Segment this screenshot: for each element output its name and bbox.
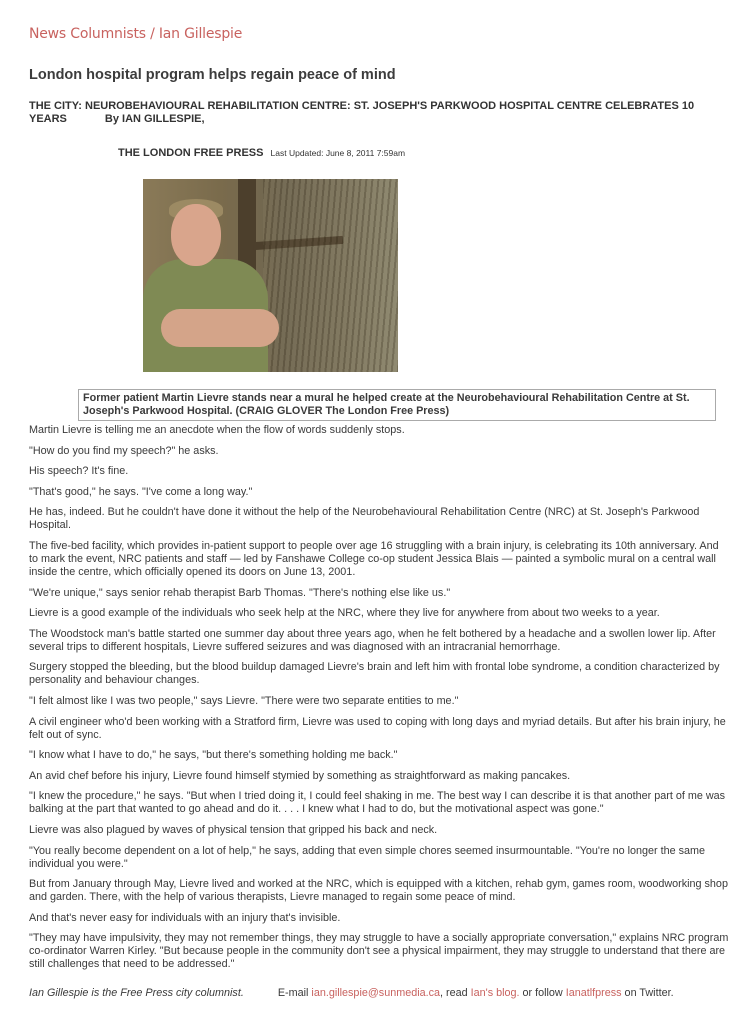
mural-willow-leaves <box>263 179 398 372</box>
paragraph: He has, indeed. But he couldn't have done it without the help of the Neurobehavioural Rehabilitation Centre (NRC) at St. Joseph's Parkwood Hospital. <box>29 506 700 532</box>
paragraph: "I know what I have to do," he says, "but there's something holding me back." <box>29 749 398 762</box>
paragraph: Lievre was also plagued by waves of physical tension that gripped his back and neck. <box>29 823 438 836</box>
paragraph: "They may have impulsivity, they may not remember things, they may struggle to have a socially appropriate conversation," explains NRC program co-ordinator Warren Kirley. "But because people in the community don't see a physical impairment, they may struggle to understand that there are still challenges that need to be addressed." <box>29 932 729 971</box>
email-prefix: E-mail <box>277 987 312 999</box>
follow-text: or follow <box>519 987 566 999</box>
article-photo <box>143 179 398 372</box>
paragraph: "We're unique," says senior rehab therapist Barb Thomas. "There's nothing else like us." <box>29 586 451 599</box>
blog-link[interactable]: Ian's blog. <box>470 987 520 999</box>
paragraph: "I knew the procedure," he says. "But when I tried doing it, I could feel shaking in me. The best way I can describe it is that another part of me was balking at the part that wanted to go ahead and do it. . . . I knew what I had to do, but the motivational aspect was gone." <box>29 790 726 816</box>
paragraph: "You really become dependent on a lot of help," he says, adding that even simple chores seemed insurmountable. "You're no longer the same individual you were." <box>29 844 706 870</box>
publication-name: THE LONDON FREE PRESS <box>118 147 264 159</box>
photo-subject-face <box>171 204 221 266</box>
author-footer <box>29 987 674 999</box>
article-deck <box>29 100 729 126</box>
paragraph: "I felt almost like I was two people," says Lievre. "There were two separate entities to me." <box>29 694 459 707</box>
deck-text: THE CITY: NEUROBEHAVIOURAL REHABILITATION CENTRE: ST. JOSEPH'S PARKWOOD HOSPITAL CENTRE CELEBRATES 10 YEARS <box>29 100 695 125</box>
last-updated: Last Updated: June 8, 2011 7:59am <box>270 148 406 158</box>
paragraph: Lievre is a good example of the individuals who seek help at the NRC, where they live for anywhere from about two weeks to a year. <box>29 607 660 620</box>
photo-caption: Former patient Martin Lievre stands near a mural he helped create at the Neurobehavioural Rehabilitation Centre at St. Joseph's Parkwood Hospital. (CRAIG GLOVER The London Free Press) <box>78 389 716 421</box>
publication-row <box>118 147 405 159</box>
paragraph: A civil engineer who'd been working with a Stratford firm, Lievre was used to coping with long days and myriad details. But after his brain injury, he felt out of sync. <box>29 715 726 741</box>
paragraph: The five-bed facility, which provides in-patient support to people over age 16 struggling with a brain injury, is celebrating its 10th anniversary. And to mark the event, NRC patients and staff — led by Fanshawe College co-op student Jessica Blais — painted a symbolic mural on a central wall inside the centre, which officially opened its doors on June 13, 2001. <box>29 539 719 578</box>
author-bio: Ian Gillespie is the Free Press city columnist. <box>29 987 244 999</box>
page-title: London hospital program helps regain peace of mind <box>29 67 396 83</box>
paragraph: "That's good," he says. "I've come a long way." <box>29 485 253 498</box>
paragraph: The Woodstock man's battle started one summer day about three years ago, when he felt bothered by a headache and a swollen lower lip. After several trips to different hospitals, Lievre suffered seizures and was diagnosed with an intracranial hemorrhage. <box>29 627 716 653</box>
read-text: , read <box>440 987 471 999</box>
paragraph: "How do you find my speech?" he asks. <box>29 444 219 457</box>
paragraph: Surgery stopped the bleeding, but the blood buildup damaged Lievre's brain and left him with frontal lobe syndrome, a condition characterized by personality and behaviour changes. <box>29 661 720 687</box>
article-body <box>29 424 729 979</box>
paragraph: His speech? It's fine. <box>29 465 129 478</box>
twitter-link[interactable]: Ianatlfpress <box>565 987 622 999</box>
paragraph: But from January through May, Lievre lived and worked at the NRC, which is equipped with a kitchen, rehab gym, games room, woodworking shop and garden. There, with the help of various therapists, Lievre managed to regain some peace of mind. <box>29 878 728 904</box>
twitter-suffix: on Twitter. <box>621 987 674 999</box>
breadcrumb[interactable]: News Columnists / Ian Gillespie <box>29 26 243 42</box>
email-link[interactable]: ian.gillespie@sunmedia.ca <box>311 987 441 999</box>
paragraph: Martin Lievre is telling me an anecdote when the flow of words suddenly stops. <box>29 424 405 436</box>
paragraph: And that's never easy for individuals with an injury that's invisible. <box>29 911 341 924</box>
photo-subject-crossed-arms <box>161 309 279 347</box>
byline: By IAN GILLESPIE, <box>104 113 205 125</box>
paragraph: An avid chef before his injury, Lievre found himself stymied by something as straightforward as making pancakes. <box>29 769 571 782</box>
contact-line <box>278 987 674 999</box>
